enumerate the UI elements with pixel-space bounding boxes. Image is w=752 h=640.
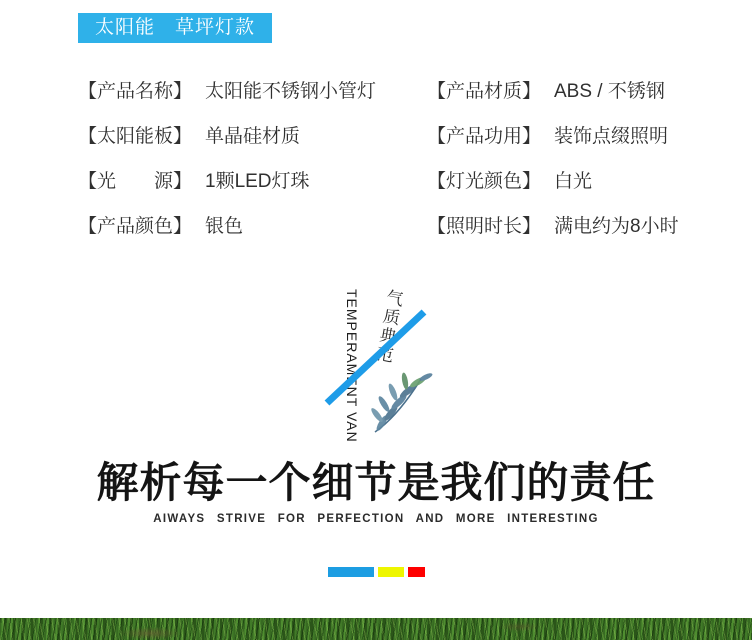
color-bar-red [408,567,425,577]
spec-value: 满电约为8小时 [554,216,679,237]
spec-value: 单晶硅材质 [205,126,301,147]
spec-label: 【产品名称】 [78,81,193,102]
spec-label: 【灯光颜色】 [427,171,542,192]
spec-value: 白光 [554,171,593,192]
color-bar-yellow [378,567,404,577]
diagonal-line-decoration [318,303,434,413]
category-badge: 太阳能 草坪灯款 [78,13,272,43]
spec-label: 【产品功用】 [427,126,542,147]
color-bars [0,567,752,577]
spec-row-lighting-duration [427,211,727,237]
spec-value: 银色 [205,216,244,237]
spec-label: 【产品材质】 [427,81,542,102]
spec-value: 太阳能不锈钢小管灯 [205,81,377,102]
spec-row-solar-panel [78,121,418,147]
grass-photo-strip [0,618,752,640]
spec-row-function [427,121,727,147]
spec-column-left [78,76,418,237]
spec-label: 【光 源】 [78,171,193,192]
spec-column-right [427,76,727,237]
vertical-english-text: TEMPERAMENT VAN [344,289,360,443]
vertical-chinese-text: 气质典范 [371,287,404,366]
spec-value: 装饰点缀照明 [554,126,669,147]
spec-row-light-source [78,166,418,192]
spec-label: 【照明时长】 [427,216,542,237]
spec-row-product-name [78,76,418,102]
spec-label: 【产品颜色】 [78,216,193,237]
spec-value: ABS / 不锈钢 [554,81,665,102]
spec-row-light-color [427,166,727,192]
color-bar-blue [328,567,374,577]
spec-value: 1颗LED灯珠 [205,171,310,192]
spec-row-product-color [78,211,418,237]
spec-row-material [427,76,727,102]
slogan-title: 解析每一个细节是我们的责任 [96,459,656,506]
spec-label: 【太阳能板】 [78,126,193,147]
slogan-subtitle: AIWAYS STRIVE FOR PERFECTION AND MORE INTERESTING [153,513,599,525]
